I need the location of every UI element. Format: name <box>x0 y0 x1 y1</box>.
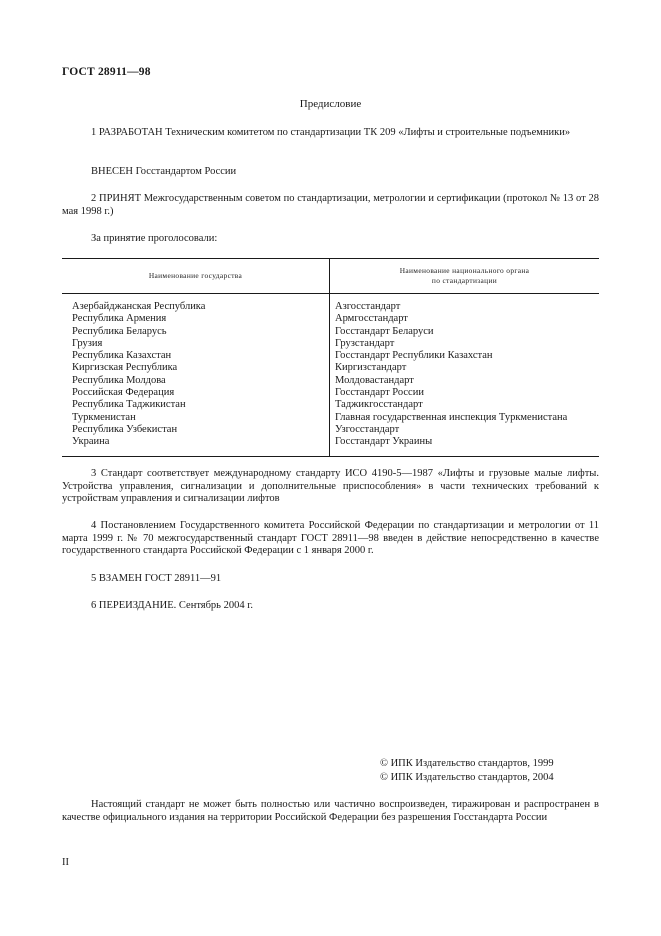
table-cell-standards-body: Госстандарт Украины <box>335 436 433 448</box>
table-cell-state: Республика Армения <box>72 313 167 325</box>
table-cell-state: Киргизская Республика <box>72 362 178 374</box>
table-body-row <box>62 294 599 457</box>
table-cell-standards-body: Главная государственная инспекция Туркменистана <box>335 411 568 423</box>
table-cell-state: Республика Таджикистан <box>72 399 186 411</box>
table-header-body-line2: по стандартизации <box>431 276 498 285</box>
reproduction-notice: Настоящий стандарт не может быть полностью или частично воспроизведен, тиражирован и распространен в качестве официального издания на территории Российской Федерации без разрешения Госстандарта России <box>62 799 599 823</box>
table-cell-standards-body: Госстандарт Беларуси <box>335 325 434 337</box>
table-cell-state: Азербайджанская Республика <box>72 301 206 312</box>
table-cell-state: Российская Федерация <box>72 387 175 399</box>
voting-states-table <box>62 258 599 457</box>
page-title: Предисловие <box>299 98 362 110</box>
table-header-row <box>62 259 599 294</box>
table-cell-state: Республика Молдова <box>72 374 166 386</box>
bodies-column <box>330 294 600 457</box>
document-code: ГОСТ 28911—98 <box>62 66 151 78</box>
copyright-line: © ИПК Издательство стандартов, 2004 <box>380 772 554 783</box>
table-cell-state: Республика Беларусь <box>72 325 167 337</box>
table-cell-state: Украина <box>72 436 110 448</box>
table-cell-standards-body: Грузстандарт <box>335 337 395 349</box>
table-cell-state: Туркменистан <box>72 411 136 423</box>
table-cell-standards-body: Госстандарт России <box>335 387 424 399</box>
table-cell-standards-body: Киргизстандарт <box>335 362 407 374</box>
copyright-line: © ИПК Издательство стандартов, 1999 <box>380 758 554 769</box>
paragraph-adopted: 2 ПРИНЯТ Межгосударственным советом по стандартизации, метрологии и сертификации (протокол № 13 от 28 мая 1998 г.) <box>62 193 599 217</box>
paragraph-introduced-by: ВНЕСЕН Госстандартом России <box>91 166 237 177</box>
table-header-state: Наименование государства <box>62 259 330 294</box>
table-cell-standards-body: Таджикгосстандарт <box>335 399 423 411</box>
copyright-block <box>380 757 600 785</box>
table-cell-standards-body: Узгосстандарт <box>335 423 400 435</box>
table-cell-standards-body: Армгосстандарт <box>335 313 408 325</box>
page-number: II <box>62 857 69 868</box>
table-cell-standards-body: Госстандарт Республики Казахстан <box>335 350 493 362</box>
paragraph-replaces: 5 ВЗАМЕН ГОСТ 28911—91 <box>91 573 222 584</box>
paragraph-decree: 4 Постановлением Государственного комитета Российской Федерации по стандартизации и метрологии от 11 марта 1999 г. № 70 межгосударственный стандарт ГОСТ 28911—98 введен в действие непосредственно в качестве государственного стандарта Российской Федерации с 1 января 2000 г. <box>62 520 599 556</box>
states-column <box>62 294 330 457</box>
table-cell-standards-body: Молдовастандарт <box>335 374 414 386</box>
table-header-body-line1: Наименование национального органа <box>399 266 530 275</box>
table-header-body <box>330 259 600 294</box>
table-cell-state: Республика Узбекистан <box>72 423 178 435</box>
paragraph-developed-by: 1 РАЗРАБОТАН Техническим комитетом по стандартизации ТК 209 «Лифты и строительные подъемники» <box>91 127 571 138</box>
table-cell-state: Республика Казахстан <box>72 350 172 362</box>
paragraph-reissue: 6 ПЕРЕИЗДАНИЕ. Сентябрь 2004 г. <box>91 600 253 611</box>
paragraph-voted: За принятие проголосовали: <box>91 233 218 244</box>
table-cell-state: Грузия <box>72 337 103 349</box>
table-cell-standards-body: Азгосстандарт <box>335 301 401 312</box>
paragraph-conformity: 3 Стандарт соответствует международному стандарту ИСО 4190-5—1987 «Лифты и грузовые малые лифты. Устройства управления, сигнализации и дополнительные приспособления» в части технических требований к устройствам управления и сигнализации лифтов <box>62 468 599 504</box>
